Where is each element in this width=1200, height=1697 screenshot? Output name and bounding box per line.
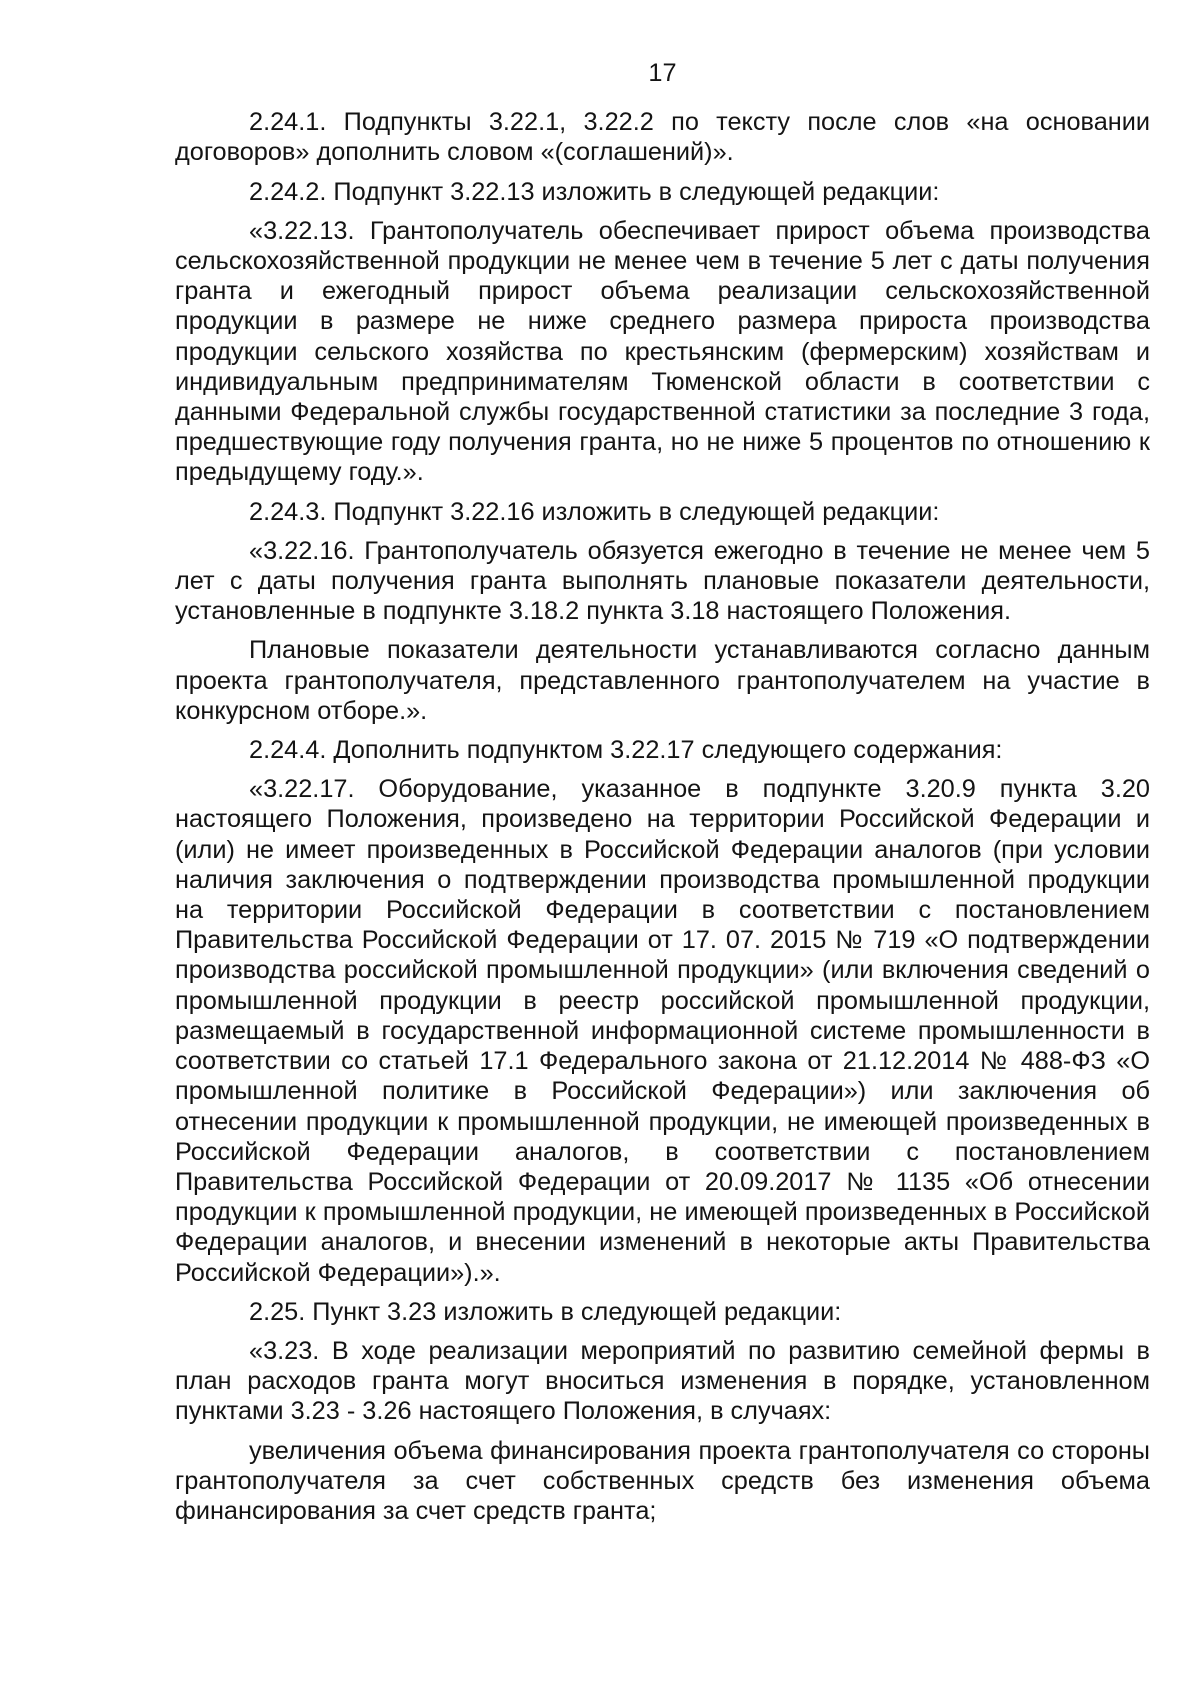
paragraph-3-22-17: «3.22.17. Оборудование, указанное в подпункте 3.20.9 пункта 3.20 настоящего Положения, произведено на территории Российской Федерации и (или) не имеет произведенных в Российской Федерации аналогов (при условии наличия заключения о подтверждении производства промышленной продукции на территории Российской Федерации в соответствии с постановлением Правительства Российской Федерации от 17. 07. 2015 № 719 «О подтверждении производства российской промышленной продукции» (или включения сведений о промышленной продукции в реестр российской промышленной продукции, размещаемый в государственной информационной системе промышленности в соответствии со статьей 17.1 Федерального закона от 21.12.2014 № 488-ФЗ «О промышленной политике в Российской Федерации») или заключения об отнесении продукции к промышленной продукции, не имеющей произведенных в Российской Федерации аналогов, в соответствии с постановлением Правительства Российской Федерации от 20.09.2017 № 1135 «Об отнесении продукции к промышленной продукции, не имеющей произведенных в Российской Федерации аналогов, и внесении изменений в некоторые акты Правительства Российской Федерации»).». xyxy=(175,775,1150,1287)
document-page xyxy=(175,0,1150,1535)
paragraph-2-24-1: 2.24.1. Подпункты 3.22.1, 3.22.2 по тексту после слов «на основании договоров» дополнить словом «(соглашений)». xyxy=(175,108,1150,167)
paragraph-funding-increase: увеличения объема финансирования проекта грантополучателя со стороны грантополучателя за счет собственных средств без изменения объема финансирования за счет средств гранта; xyxy=(175,1436,1150,1525)
paragraph-2-24-4: 2.24.4. Дополнить подпунктом 3.22.17 следующего содержания: xyxy=(249,736,1003,765)
paragraph-2-24-2: 2.24.2. Подпункт 3.22.13 изложить в следующей редакции: xyxy=(249,177,940,206)
paragraph-planned-indicators: Плановые показатели деятельности устанавливаются согласно данным проекта грантополучателя, представленного грантополучателем на участие в конкурсном отборе.». xyxy=(175,636,1150,725)
paragraph-2-25: 2.25. Пункт 3.23 изложить в следующей редакции: xyxy=(249,1297,842,1326)
paragraph-3-22-16: «3.22.16. Грантополучатель обязуется ежегодно в течение не менее чем 5 лет с даты получения гранта выполнять плановые показатели деятельности, установленные в подпункте 3.18.2 пункта 3.18 настоящего Положения. xyxy=(175,536,1150,626)
paragraph-2-24-3: 2.24.3. Подпункт 3.22.16 изложить в следующей редакции: xyxy=(249,497,940,526)
page-number: 17 xyxy=(648,59,677,87)
paragraph-3-22-13: «3.22.13. Грантополучатель обеспечивает прирост объема производства сельскохозяйственной продукции не менее чем в течение 5 лет с даты получения гранта и ежегодный прирост объема реализации сельскохозяйственной продукции в размере не ниже среднего размера прироста производства продукции сельского хозяйства по крестьянским (фермерским) хозяйствам и индивидуальным предпринимателям Тюменской области в соответствии с данными Федеральной службы государственной статистики за последние 3 года, предшествующие году получения гранта, но не ниже 5 процентов по отношению к предыдущему году.». xyxy=(175,216,1150,487)
paragraph-3-23: «3.23. В ходе реализации мероприятий по развитию семейной фермы в план расходов гранта могут вноситься изменения в порядке, установленном пунктами 3.23 - 3.26 настоящего Положения, в случаях: xyxy=(175,1336,1150,1426)
